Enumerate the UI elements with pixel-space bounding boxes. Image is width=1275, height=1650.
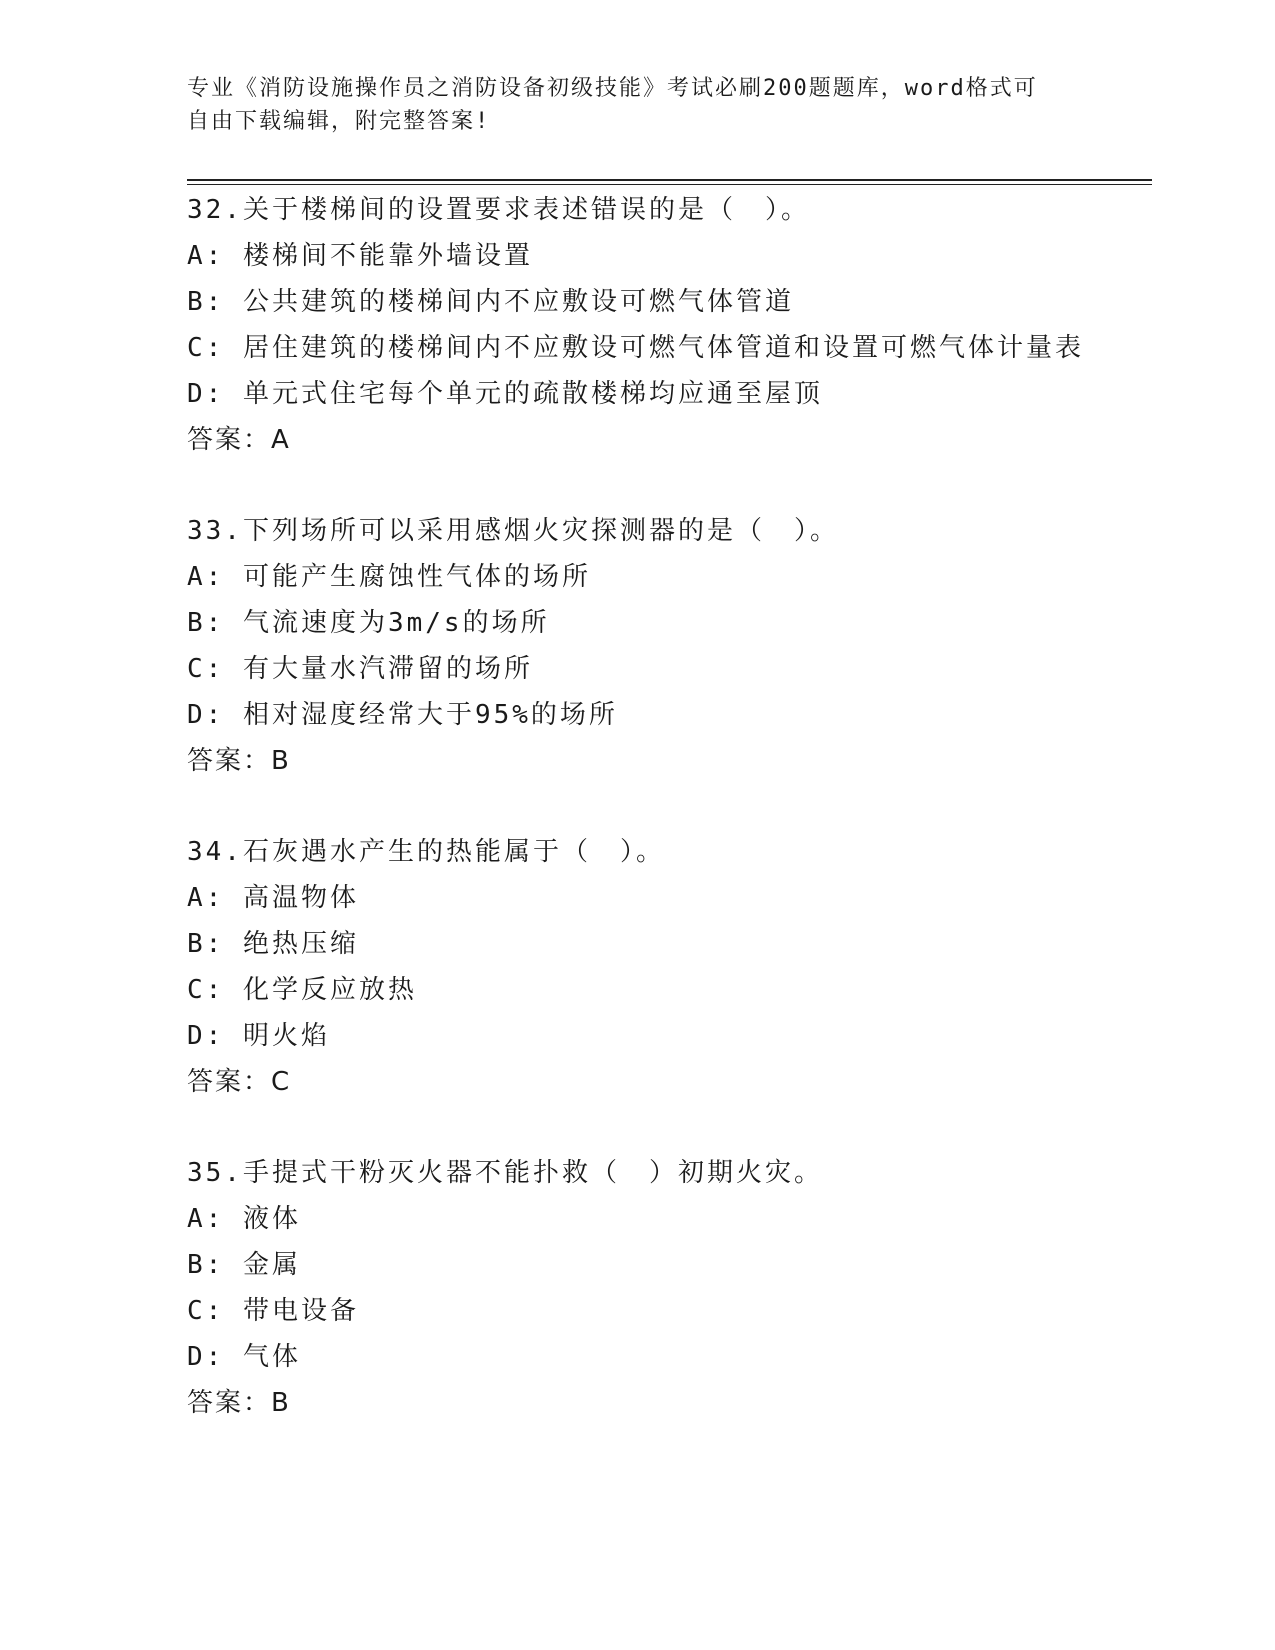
option-c: C: 居住建筑的楼梯间内不应敷设可燃气体管道和设置可燃气体计量表 — [187, 333, 1084, 363]
question-block — [187, 187, 1147, 463]
answer-line: 答案：C — [187, 1067, 292, 1097]
option-d: D: 气体 — [187, 1342, 301, 1372]
answer-line: 答案：B — [187, 1388, 291, 1418]
option-d: D: 明火焰 — [187, 1021, 330, 1051]
header-line-1: 专业《消防设施操作员之消防设备初级技能》考试必刷200题题库，word格式可 — [187, 76, 1038, 101]
document-header — [187, 72, 1067, 138]
question-stem: 32.关于楼梯间的设置要求表述错误的是（ ）。 — [187, 195, 810, 225]
option-c: C: 有大量水汽滞留的场所 — [187, 654, 533, 684]
answer-line: 答案：A — [187, 425, 291, 455]
header-divider-thick — [187, 179, 1152, 181]
question-block — [187, 1150, 1147, 1426]
answer-line: 答案：B — [187, 746, 291, 776]
question-stem: 33.下列场所可以采用感烟火灾探测器的是（ ）。 — [187, 516, 839, 546]
option-d: D: 单元式住宅每个单元的疏散楼梯均应通至屋顶 — [187, 379, 823, 409]
option-a: A: 楼梯间不能靠外墙设置 — [187, 241, 533, 271]
question-block — [187, 508, 1147, 784]
header-line-2: 自由下载编辑，附完整答案! — [187, 109, 491, 134]
question-stem: 35.手提式干粉灭火器不能扑救（ ）初期火灾。 — [187, 1158, 823, 1188]
option-b: B: 绝热压缩 — [187, 929, 359, 959]
option-b: B: 公共建筑的楼梯间内不应敷设可燃气体管道 — [187, 287, 794, 317]
question-stem: 34.石灰遇水产生的热能属于（ ）。 — [187, 837, 665, 867]
option-a: A: 可能产生腐蚀性气体的场所 — [187, 562, 591, 592]
question-block — [187, 829, 1147, 1105]
option-d: D: 相对湿度经常大于95%的场所 — [187, 700, 618, 730]
option-a: A: 高温物体 — [187, 883, 359, 913]
header-divider-thin — [187, 184, 1152, 185]
option-c: C: 化学反应放热 — [187, 975, 417, 1005]
option-b: B: 金属 — [187, 1250, 301, 1280]
option-c: C: 带电设备 — [187, 1296, 359, 1326]
option-b: B: 气流速度为3m/s的场所 — [187, 608, 550, 638]
option-a: A: 液体 — [187, 1204, 301, 1234]
